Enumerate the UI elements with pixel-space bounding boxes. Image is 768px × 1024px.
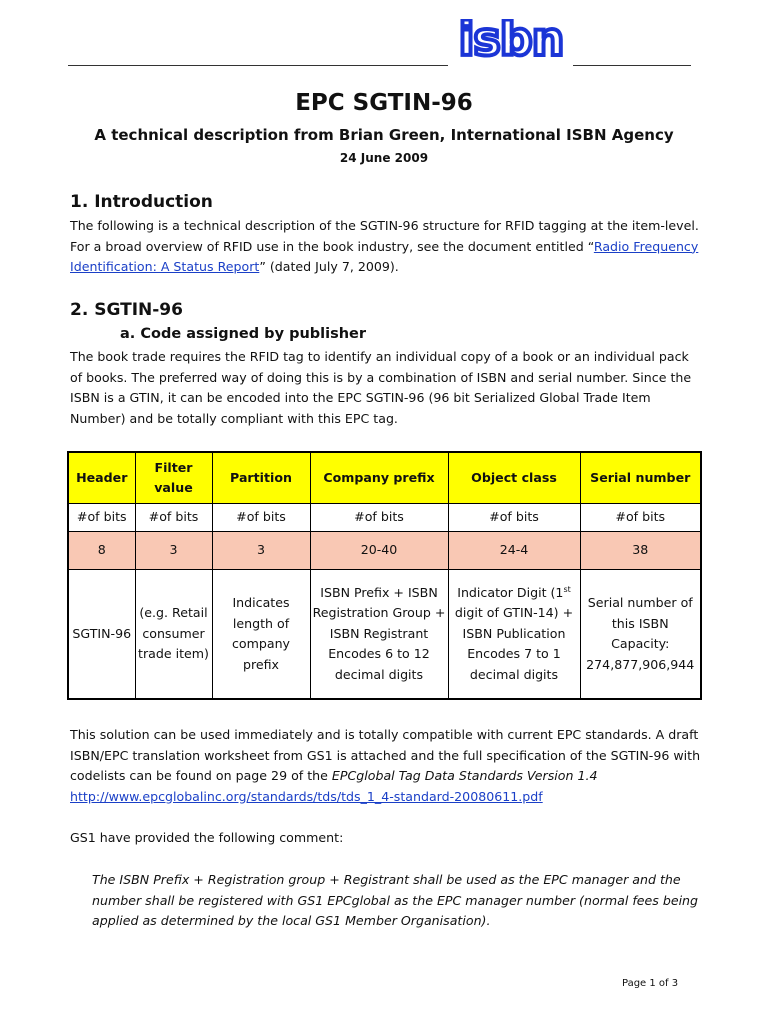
cell-line: length of [232, 615, 290, 631]
header-rule-left [68, 65, 448, 66]
compat-line-3-text: codelists can be found on page 29 of the [70, 768, 332, 783]
compat-line-4 [70, 787, 710, 808]
cell-line: prefix [242, 656, 280, 672]
cell-line: decimal digits [334, 666, 424, 682]
cell-line [451, 583, 578, 604]
table-cell [212, 570, 310, 700]
cell-line: trade item) [138, 646, 209, 662]
quote-line: applied as determined by the local GS1 Member Organisation). [92, 913, 491, 928]
cell-line: ISBN Prefix + ISBN [320, 584, 438, 600]
table-cell: 38 [580, 532, 701, 570]
isbn-logo [452, 19, 570, 59]
cell-line: ISBN Publication [462, 625, 566, 641]
sgtin-line-4: Number) and be totally compliant with this EPC tag. [70, 410, 398, 426]
page-number: Page 1 of 3 [622, 978, 679, 989]
document-subtitle: A technical description from Brian Green, International ISBN Agency [94, 126, 674, 144]
sgtin-line-2: of books. The preferred way of doing this is by a combination of ISBN and serial number. Since the [70, 369, 692, 385]
intro-line-1: The following is a technical description of the SGTIN-96 structure for RFID tagging at the item-level. [70, 218, 699, 233]
intro-line-3 [70, 257, 710, 278]
cell-line: Registration Group + [312, 605, 446, 621]
superscript: st [563, 584, 571, 594]
table-header-cell: Serial number [580, 452, 701, 504]
report-link-part-2[interactable]: Identification: A Status Report [70, 259, 260, 274]
section-heading-sgtin: 2. SGTIN-96 [70, 300, 183, 320]
cell-line: decimal digits [469, 666, 559, 682]
logo-text: isbn [458, 19, 564, 59]
sgtin-line-3: ISBN is a GTIN, it can be encoded into the EPC SGTIN-96 (96 bit Serialized Global Trade Item [70, 390, 651, 405]
table-row-values [68, 532, 701, 570]
table-header-cell: Company prefix [310, 452, 448, 504]
table-header-cell: Partition [212, 452, 310, 504]
table-cell: #of bits [212, 504, 310, 532]
subsection-heading: a. Code assigned by publisher [120, 326, 367, 342]
quote-line: number shall be registered with GS1 EPCglobal as the EPC manager number (normal fees being [92, 892, 699, 908]
compat-line-3 [70, 766, 710, 787]
table-cell: #of bits [580, 504, 701, 532]
standard-title: EPCglobal Tag Data Standards Version 1.4 [331, 768, 598, 783]
cell-line: ISBN Registrant [329, 625, 429, 641]
cell-line: Encodes 6 to 12 [328, 646, 430, 662]
table-header-cell: Filter value [135, 452, 212, 504]
cell-text: Indicator Digit (1 [457, 584, 564, 600]
cell-line: this ISBN [611, 615, 669, 631]
sgtin-paragraph [70, 347, 710, 429]
gs1-comment-text: GS1 have provided the following comment: [70, 830, 344, 845]
table-cell: SGTIN-96 [68, 570, 135, 700]
table-header-cell: Header [68, 452, 135, 504]
intro-line-2 [70, 237, 710, 258]
table-cell: #of bits [68, 504, 135, 532]
compat-line-1: This solution can be used immediately and is totally compatible with current EPC standards. A draft [70, 727, 699, 742]
table-cell [448, 570, 580, 700]
cell-line: (e.g. Retail [139, 605, 208, 621]
gs1-quote [92, 870, 712, 932]
section-heading-introduction: 1. Introduction [70, 192, 213, 212]
table-cell [135, 570, 212, 700]
table-row-description [68, 570, 701, 700]
cell-line: Encodes 7 to 1 [467, 646, 561, 662]
spec-url-link[interactable]: http://www.epcglobalinc.org/standards/tds/tds_1_4-standard-20080611.pdf [70, 788, 543, 804]
table-cell: 8 [68, 532, 135, 570]
cell-line: 274,877,906,944 [586, 656, 695, 672]
table-cell [580, 570, 701, 700]
table-cell: #of bits [310, 504, 448, 532]
cell-line: Serial number of [587, 595, 693, 610]
compatibility-paragraph [70, 725, 710, 807]
table-header-cell: Object class [448, 452, 580, 504]
sgtin-structure-table [67, 451, 702, 700]
document-date: 24 June 2009 [339, 151, 429, 165]
cell-line: digit of GTIN-14) + [454, 605, 574, 621]
table-cell: #of bits [448, 504, 580, 532]
introduction-paragraph [70, 216, 710, 278]
intro-line-3-text: ” (dated July 7, 2009). [259, 259, 399, 274]
cell-line: consumer [142, 625, 205, 641]
document-title: EPC SGTIN-96 [295, 90, 473, 116]
cell-line: Indicates [232, 595, 290, 610]
table-cell: 3 [135, 532, 212, 570]
intro-line-2-text: For a broad overview of RFID use in the book industry, see the document entitled “ [70, 238, 594, 254]
table-cell: 3 [212, 532, 310, 570]
table-cell: 20-40 [310, 532, 448, 570]
header-rule-right [573, 65, 691, 66]
table-cell: #of bits [135, 504, 212, 532]
table-cell: 24-4 [448, 532, 580, 570]
report-link-part-1[interactable]: Radio Frequency [593, 238, 699, 254]
cell-line: Capacity: [611, 636, 670, 651]
cell-line: company [231, 636, 291, 651]
compat-line-2: ISBN/EPC translation worksheet from GS1 is attached and the full specification of the SGTIN-96 with [70, 747, 701, 763]
table-header-row [68, 452, 701, 504]
gs1-comment-intro [70, 828, 710, 849]
quote-line: The ISBN Prefix + Registration group + Registrant shall be used as the EPC manager and the [92, 872, 681, 887]
table-cell [310, 570, 448, 700]
table-row-bits [68, 504, 701, 532]
sgtin-line-1: The book trade requires the RFID tag to identify an individual copy of a book or an individual pack [70, 349, 689, 364]
